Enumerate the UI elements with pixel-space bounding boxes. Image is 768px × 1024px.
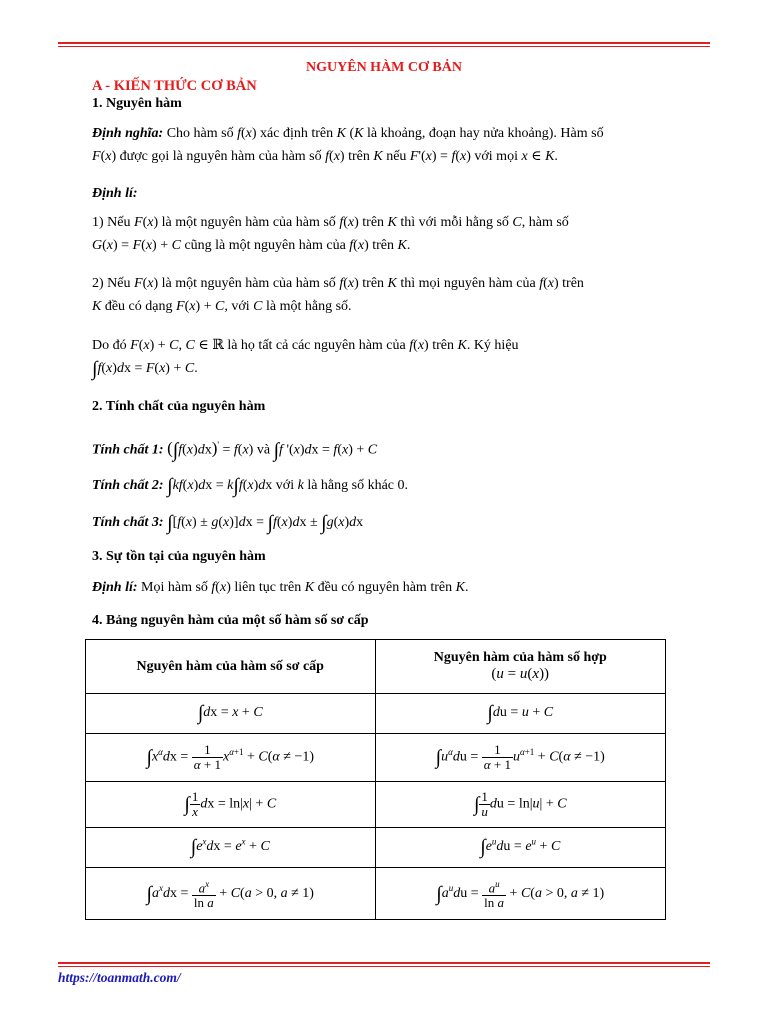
property-1: Tính chất 1: (∫f(x)dx)' = f(x) và ∫f '(x)dx = f(x) + C	[92, 438, 378, 462]
formula-cell: ∫ $\frac{1}{x}$ dx = ln|x| + C	[86, 782, 376, 828]
theorem-label: Định lí:	[92, 186, 138, 201]
top-rule	[58, 42, 710, 47]
antiderivative-table	[85, 639, 666, 920]
table-row	[86, 734, 666, 782]
header-composite: Nguyên hàm của hàm số hợp (u = u(x))	[375, 640, 666, 694]
table-row	[86, 694, 666, 734]
formula-cell: $\int a^xdx$ = $\frac{a^x}{\text{ln a}}$ + C(a > 0, a ≠ 1)	[86, 868, 376, 920]
subheading-2: 2. Tính chất của nguyên hàm	[92, 399, 266, 414]
definition-paragraph: Định nghĩa: Cho hàm số f(x) xác định trên K (K là khoảng, đoạn hay nửa khoảng). Hàm số F(x) được gọi là nguyên hàm của hàm số f(x) trên K nếu F'(x) = f(x) với mọi x ∈ K.	[92, 126, 604, 164]
subheading-4: 4. Bảng nguyên hàm của một số hàm số sơ cấp	[92, 613, 369, 628]
existence-theorem: Định lí: Mọi hàm số f(x) liên tục trên K đều có nguyên hàm trên K.	[92, 580, 469, 595]
formula-cell: $\int u^\alpha du$ = $\frac{1}{\alpha + 1}$ $u^{\alpha+1} + C(\alpha \ne -1)$	[375, 734, 666, 782]
table-row	[86, 868, 666, 920]
table-header-row	[86, 640, 666, 694]
footer-link[interactable]: https://toanmath.com/	[58, 970, 181, 985]
theorem-2: 2) Nếu F(x) là một nguyên hàm của hàm số f(x) trên K thì mọi nguyên hàm của f(x) trên K đều có dạng F(x) + C, với C là một hằng số.	[92, 276, 584, 314]
formula-cell: $\int e^xdx = e^x + C$	[86, 828, 376, 868]
property-3: Tính chất 3: ∫[f(x) ± g(x)]dx = ∫f(x)dx ± ∫g(x)dx	[92, 512, 364, 534]
section-heading: A - KIẾN THỨC CƠ BẢN	[92, 78, 257, 94]
formula-cell: ∫ $\frac{1}{u}$ du = ln|u| + C	[375, 782, 666, 828]
definition-label: Định nghĩa:	[92, 126, 164, 141]
formula-cell: $\int e^udu = e^u + C$	[375, 828, 666, 868]
subheading-1: 1. Nguyên hàm	[92, 96, 182, 111]
table-row	[86, 782, 666, 828]
table-row	[86, 828, 666, 868]
consequence-paragraph: Do đó F(x) + C, C ∈ ℝ là họ tất cả các nguyên hàm của f(x) trên K. Ký hiệu ∫f(x)dx = F(x) + C.	[92, 338, 519, 380]
header-elementary: Nguyên hàm của hàm số sơ cấp	[86, 640, 376, 694]
formula-cell: ∫dx = x + C	[86, 694, 376, 734]
bottom-rule	[58, 962, 710, 967]
subheading-3: 3. Sự tồn tại của nguyên hàm	[92, 549, 266, 564]
formula-cell: $\int a^udu$ = $\frac{a^u}{\text{ln a}}$ + C(a > 0, a ≠ 1)	[375, 868, 666, 920]
formula-cell: $\int x^\alpha dx$ = $\frac{1}{\alpha + 1}$ $x^{\alpha+1} + C(\alpha \ne -1)$	[86, 734, 376, 782]
formula-cell: ∫du = u + C	[375, 694, 666, 734]
property-2: Tính chất 2: ∫kf(x)dx = k∫f(x)dx với k là hằng số khác 0.	[92, 475, 409, 497]
theorem-1: 1) Nếu F(x) là một nguyên hàm của hàm số f(x) trên K thì với mỗi hằng số C, hàm số G(x) = F(x) + C cũng là một nguyên hàm của f(x) trên K.	[92, 215, 569, 253]
page-title: NGUYÊN HÀM CƠ BẢN	[306, 60, 462, 75]
